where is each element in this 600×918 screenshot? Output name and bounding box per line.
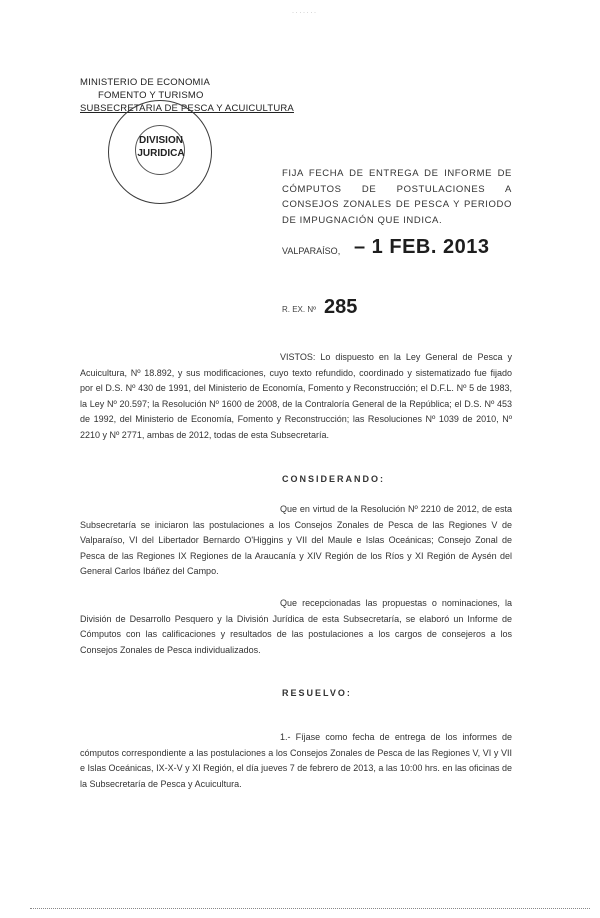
considerando-paragraph-2: Que recepcionadas las propuestas o nominaciones, la División de Desarrollo Pesquero y la División Jurídica de esta Subsecretaría, se elaboró un Informe de Cómputos con las calificaciones y resultados de las postulaciones a los cargos de consejeros a los Consejos Zonales de Pesca individualizados. (80, 598, 512, 655)
page-bottom-edge (30, 908, 590, 910)
ministry-subtitle: FOMENTO Y TURISMO (98, 90, 204, 101)
rex-number: 285 (324, 296, 358, 318)
scan-mark: · · · · · · · (292, 10, 316, 16)
resolution-title: FIJA FECHA DE ENTREGA DE INFORME DE CÓMPUTOS DE POSTULACIONES A CONSEJOS ZONALES DE PESCA Y PERIODO DE IMPUGNACIÓN QUE INDICA. (282, 168, 512, 226)
considerando-heading: CONSIDERANDO: (282, 474, 386, 484)
resuelvo-paragraph-1: 1.- Fíjase como fecha de entrega de los informes de cómputos correspondiente a las postulaciones a los Consejos Zonales de Pesca de las Regiones V, VI y VII e Islas Oceánicas, IX-X-V y XI Región, el día jueves 7 de febrero de 2013, a las 10:00 hrs. en las oficinas de la Subsecretaría de Pesca y Acuicultura. (80, 732, 512, 789)
considerando-paragraph-1: Que en virtud de la Resolución Nº 2210 de 2012, de esta Subsecretaría se iniciaron las postulaciones a los Consejos Zonales de Pesca de las Regiones V de Valparaíso, VI del Libertador Bernardo O'Higgins y VII del Maule e Islas Oceánicas; Consejo Zonal de Pesca de las Regiones IX Regiones de la Araucanía y XIV Región de los Ríos y XI Región de Aysén del General Carlos Ibáñez del Campo. (80, 504, 512, 576)
stamp-line-1: DIVISION (139, 135, 183, 146)
place-label: VALPARAÍSO, (282, 246, 341, 256)
rex-label: R. EX. Nº (282, 305, 317, 314)
stamp-line-2: JURIDICA (137, 148, 185, 159)
resolution-date: – 1 FEB. 2013 (354, 236, 490, 258)
vistos-paragraph: VISTOS: Lo dispuesto en la Ley General de Pesca y Acuicultura, Nº 18.892, y sus modificaciones, cuyo texto refundido, coordinado y sistematizado fue fijado por el D.S. Nº 430 de 1991, del Ministerio de Economía, Fomento y Reconstrucción; el D.F.L. Nº 5 de 1983, la Ley Nº 20.597; la Resolución Nº 1600 de 2008, de la Contraloría General de la República; el D.S. Nº 453 de 1992, del Ministerio de Economía, Fomento y Reconstrucción; las Resoluciones Nº 1039 de 2010, Nº 2210 y Nº 2771, ambas de 2012, todas de esta Subsecretaría. (80, 352, 512, 440)
resuelvo-heading: RESUELVO: (282, 688, 352, 698)
division-juridica-stamp (108, 100, 212, 204)
ministry-name: MINISTERIO DE ECONOMIA (80, 77, 211, 88)
subsecretaria-name: SUBSECRETARIA DE PESCA Y ACUICULTURA (80, 103, 294, 114)
